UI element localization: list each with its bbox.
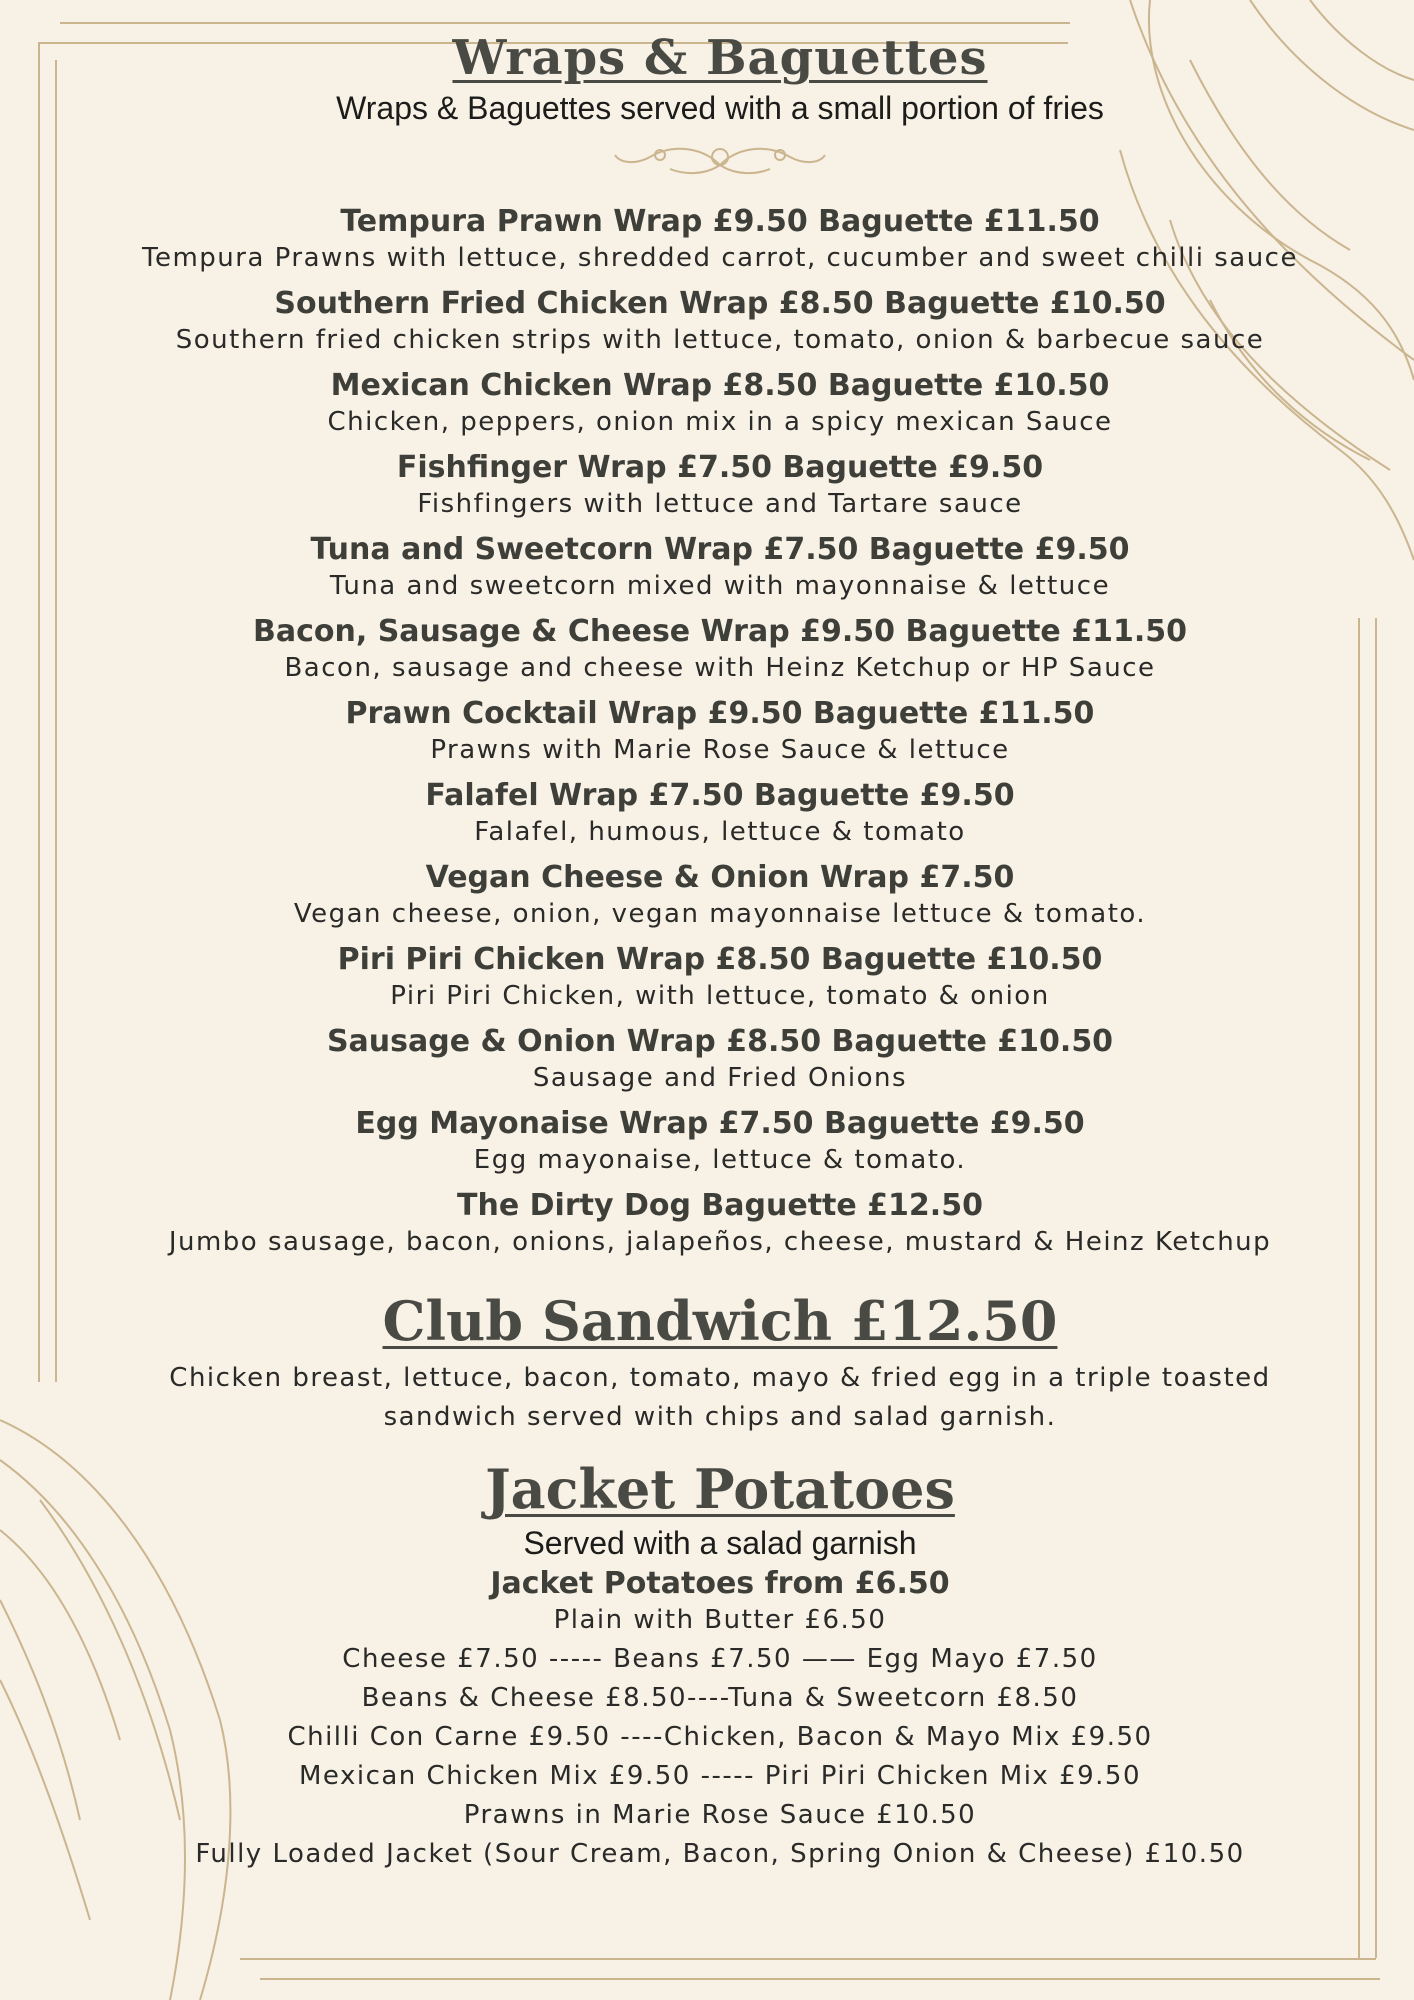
menu-item-name: Tuna and Sweetcorn Wrap £7.50 Baguette £9.50 xyxy=(310,532,1130,567)
jacket-subtitle: Served with a salad garnish xyxy=(523,1525,917,1561)
menu-item xyxy=(60,941,1380,1013)
menu-item-description: Jumbo sausage, bacon, onions, jalapeños, cheese, mustard & Heinz Ketchup xyxy=(168,1227,1272,1257)
jacket-option-line: Chilli Con Carne £9.50 ----Chicken, Bacon & Mayo Mix £9.50 xyxy=(287,1722,1153,1752)
menu-item xyxy=(60,531,1380,603)
menu-item xyxy=(60,1187,1380,1259)
jacket-options-list xyxy=(60,1601,1380,1874)
section-title-club: Club Sandwich £12.50 xyxy=(382,1289,1058,1353)
menu-item-description: Tuna and sweetcorn mixed with mayonnaise & lettuce xyxy=(329,571,1111,601)
frame-bottom-line xyxy=(240,1958,1376,1960)
section-subtitle-wraps: Wraps & Baguettes served with a small portion of fries xyxy=(336,90,1104,126)
ornament-divider-icon xyxy=(610,135,830,179)
menu-item-description: Falafel, humous, lettuce & tomato xyxy=(474,817,966,847)
club-description: Chicken breast, lettuce, bacon, tomato, mayo & fried egg in a triple toasted sandwich served with chips and salad garnish. xyxy=(169,1363,1271,1432)
menu-item-description: Egg mayonaise, lettuce & tomato. xyxy=(473,1145,967,1175)
menu-item-description: Bacon, sausage and cheese with Heinz Ketchup or HP Sauce xyxy=(284,653,1156,683)
menu-item xyxy=(60,613,1380,685)
menu-item-description: Prawns with Marie Rose Sauce & lettuce xyxy=(430,735,1010,765)
menu-item xyxy=(60,859,1380,931)
menu-item xyxy=(60,203,1380,275)
menu-item xyxy=(60,285,1380,357)
menu-content xyxy=(60,30,1380,1874)
menu-item-name: Southern Fried Chicken Wrap £8.50 Baguette £10.50 xyxy=(274,286,1166,321)
menu-item xyxy=(60,777,1380,849)
menu-item-list xyxy=(60,203,1380,1259)
menu-item xyxy=(60,449,1380,521)
menu-item-name: Piri Piri Chicken Wrap £8.50 Baguette £10.50 xyxy=(337,942,1103,977)
jacket-option-line: Cheese £7.50 ----- Beans £7.50 —— Egg Mayo £7.50 xyxy=(342,1644,1098,1674)
menu-item-description: Vegan cheese, onion, vegan mayonnaise lettuce & tomato. xyxy=(293,899,1147,929)
menu-item-name: Vegan Cheese & Onion Wrap £7.50 xyxy=(425,860,1015,895)
section-title-jacket: Jacket Potatoes xyxy=(485,1457,955,1521)
jacket-price-from: Jacket Potatoes from £6.50 xyxy=(490,1566,950,1601)
menu-item-name: Bacon, Sausage & Cheese Wrap £9.50 Baguette £11.50 xyxy=(253,614,1187,649)
menu-item-name: Prawn Cocktail Wrap £9.50 Baguette £11.50 xyxy=(345,696,1095,731)
menu-item xyxy=(60,1023,1380,1095)
jacket-option-line: Beans & Cheese £8.50----Tuna & Sweetcorn £8.50 xyxy=(361,1683,1079,1713)
menu-item-name: Mexican Chicken Wrap £8.50 Baguette £10.50 xyxy=(330,368,1110,403)
section-title-wraps: Wraps & Baguettes xyxy=(452,30,988,86)
menu-item-description: Southern fried chicken strips with lettuce, tomato, onion & barbecue sauce xyxy=(175,325,1265,355)
menu-item-name: Sausage & Onion Wrap £8.50 Baguette £10.50 xyxy=(326,1024,1114,1059)
jacket-option-line: Fully Loaded Jacket (Sour Cream, Bacon, Spring Onion & Cheese) £10.50 xyxy=(195,1839,1245,1869)
menu-item-description: Piri Piri Chicken, with lettuce, tomato & onion xyxy=(390,981,1050,1011)
menu-item-description: Chicken, peppers, onion mix in a spicy mexican Sauce xyxy=(327,407,1113,437)
frame-top-line xyxy=(60,22,1070,24)
menu-item-description: Tempura Prawns with lettuce, shredded carrot, cucumber and sweet chilli sauce xyxy=(142,243,1298,273)
jacket-option-line: Mexican Chicken Mix £9.50 ----- Piri Piri Chicken Mix £9.50 xyxy=(298,1761,1142,1791)
jacket-option-line: Plain with Butter £6.50 xyxy=(553,1605,887,1635)
menu-item-description: Fishfingers with lettuce and Tartare sauce xyxy=(417,489,1023,519)
menu-item xyxy=(60,367,1380,439)
frame-left-line xyxy=(38,42,40,1382)
jacket-option-line: Prawns in Marie Rose Sauce £10.50 xyxy=(463,1800,977,1830)
frame-bottom-line-inner xyxy=(260,1978,1380,1980)
menu-item-name: Egg Mayonaise Wrap £7.50 Baguette £9.50 xyxy=(355,1106,1085,1141)
menu-item-name: The Dirty Dog Baguette £12.50 xyxy=(457,1188,983,1223)
menu-item-name: Tempura Prawn Wrap £9.50 Baguette £11.50 xyxy=(340,204,1100,239)
menu-item xyxy=(60,1105,1380,1177)
menu-item-description: Sausage and Fried Onions xyxy=(532,1063,908,1093)
menu-item xyxy=(60,695,1380,767)
menu-item-name: Falafel Wrap £7.50 Baguette £9.50 xyxy=(425,778,1015,813)
frame-left-line-inner xyxy=(55,60,57,1382)
menu-item-name: Fishfinger Wrap £7.50 Baguette £9.50 xyxy=(396,450,1044,485)
